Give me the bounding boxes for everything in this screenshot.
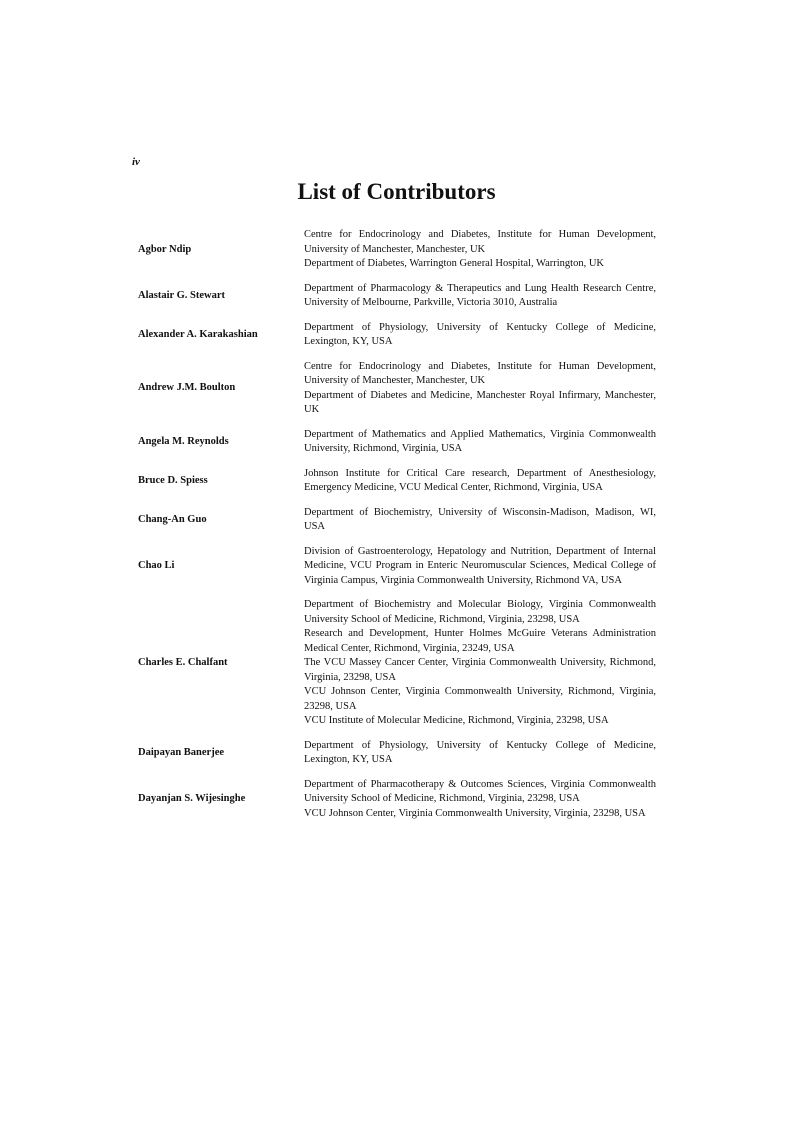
affiliation-text: Department of Pharmacology & Therapeutics and Lung Health Research Centre, University of Melbourne, Parkville, Victoria 3010, Australia	[304, 282, 656, 308]
contributor-entry	[138, 739, 656, 768]
contributor-name: Agbor Ndip	[138, 243, 192, 255]
affiliation-text: Department of Biochemistry and Molecular Biology, Virginia Commonwealth University School of Medicine, Richmond, Virginia, 23298, USA	[304, 599, 656, 625]
contributor-list	[138, 228, 656, 831]
affiliation-text: Department of Biochemistry, University of Wisconsin-Madison, Madison, WI, USA	[304, 506, 656, 532]
contributor-affiliations	[304, 228, 656, 272]
affiliation-text: Research and Development, Hunter Holmes McGuire Veterans Administration Medical Center, Richmond, Virginia, 23249, USA	[304, 628, 656, 654]
affiliation-text: The VCU Massey Cancer Center, Virginia Commonwealth University, Richmond, Virginia, 23298, USA	[304, 657, 656, 683]
contributor-name: Chao Li	[138, 560, 175, 571]
affiliation-text: VCU Institute of Molecular Medicine, Richmond, Virginia, 23298, USA	[304, 715, 609, 726]
contributor-entry	[138, 545, 656, 589]
contributor-entry	[138, 321, 656, 350]
contributor-name: Dayanjan S. Wijesinghe	[138, 793, 246, 804]
contributor-affiliations	[304, 360, 656, 418]
affiliation-text: VCU Johnson Center, Virginia Commonwealth University, Richmond, Virginia, 23298, USA	[304, 686, 656, 712]
affiliation-text: Department of Pharmacotherapy & Outcomes Sciences, Virginia Commonwealth University School of Medicine, Richmond, Virginia, 23298, USA	[304, 778, 656, 804]
page-title: List of Contributors	[297, 179, 496, 204]
contributor-name: Angela M. Reynolds	[138, 435, 229, 447]
contributor-name: Andrew J.M. Boulton	[138, 382, 236, 394]
contributor-affiliations	[304, 506, 656, 535]
affiliation-text: Department of Physiology, University of Kentucky College of Medicine, Lexington, KY, USA	[304, 321, 656, 347]
contributor-entry	[138, 778, 656, 822]
contributor-affiliations	[304, 778, 656, 822]
affiliation-text: Department of Mathematics and Applied Mathematics, Virginia Commonwealth University, Richmond, Virginia, USA	[304, 428, 656, 454]
contributor-affiliations	[304, 545, 656, 589]
contributor-affiliations	[304, 598, 656, 729]
contributor-entry	[138, 467, 656, 496]
contributor-entry	[138, 598, 656, 729]
contributor-name: Charles E. Chalfant	[138, 657, 228, 668]
affiliation-text: Department of Diabetes and Medicine, Manchester Royal Infirmary, Manchester, UK	[304, 389, 656, 415]
contributor-name: Daipayan Banerjee	[138, 746, 225, 758]
contributor-name: Chang-An Guo	[138, 513, 207, 525]
affiliation-text: Division of Gastroenterology, Hepatology and Nutrition, Department of Internal Medicine, VCU Program in Enteric Neuromuscular Sciences, Medical College of Virginia Campus, Virginia Commonwealth University, Richmond VA, USA	[304, 545, 656, 586]
contributor-entry	[138, 360, 656, 418]
contributor-affiliations	[304, 282, 656, 311]
affiliation-text: Centre for Endocrinology and Diabetes, Institute for Human Development, University of Manchester, Manchester, UK	[304, 229, 656, 255]
contributor-name: Alexander A. Karakashian	[138, 328, 258, 340]
contributor-affiliations	[304, 321, 656, 350]
affiliation-text: Centre for Endocrinology and Diabetes, Institute for Human Development, University of Manchester, Manchester, UK	[304, 360, 656, 386]
contributor-name: Bruce D. Spiess	[138, 474, 208, 486]
contributor-affiliations	[304, 739, 656, 768]
contributor-entry	[138, 506, 656, 535]
affiliation-text: Department of Physiology, University of Kentucky College of Medicine, Lexington, KY, USA	[304, 739, 656, 765]
affiliation-text: VCU Johnson Center, Virginia Commonwealth University, Virginia, 23298, USA	[304, 807, 646, 819]
contributor-entry	[138, 228, 656, 272]
page-number: iv	[132, 156, 140, 168]
contributor-entry	[138, 428, 656, 457]
affiliation-text: Department of Diabetes, Warrington General Hospital, Warrington, UK	[304, 258, 605, 269]
contributor-affiliations	[304, 428, 656, 457]
contributor-name: Alastair G. Stewart	[138, 289, 225, 301]
affiliation-text: Johnson Institute for Critical Care research, Department of Anesthesiology, Emergency Medicine, VCU Medical Center, Richmond, Virginia, USA	[304, 467, 656, 493]
contributor-affiliations	[304, 467, 656, 496]
contributor-entry	[138, 282, 656, 311]
